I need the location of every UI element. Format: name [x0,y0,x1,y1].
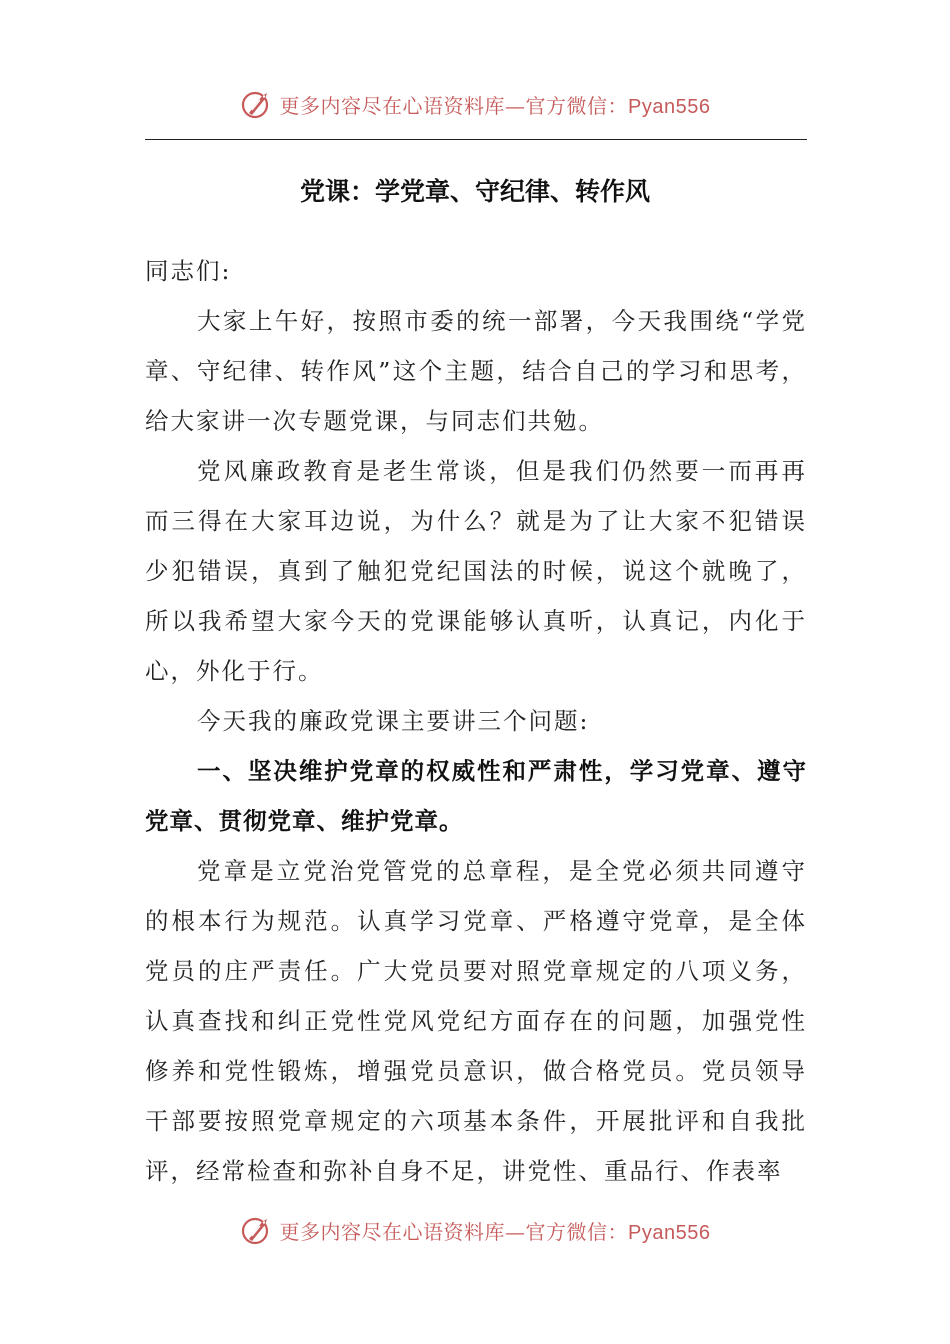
paragraph-party-constitution: 党章是立党治党管党的总章程，是全党必须共同遵守的根本行为规范。认真学习党章、严格遵守党章，是全体党员的庄严责任。广大党员要对照党章规定的八项义务，认真查找和纠正党性党风党纪方面存在的问题，加强党性修养和党性锻炼，增强党员意识，做合格党员。党员领导干部要按照党章规定的六项基本条件，开展批评和自我批评，经常检查和弥补自身不足，讲党性、重品行、作表率 [145,857,807,1185]
pen-nib-logo-icon [240,1213,274,1247]
paragraph-outline: 今天我的廉政党课主要讲三个问题: [197,707,590,735]
header-wechat-id: Pyan556 [628,95,711,118]
header-banner-label: 更多内容尽在心语资料库—官方微信： [279,93,629,118]
salutation: 同志们: [145,257,232,285]
document-title: 党课：学党章、守纪律、转作风 [299,177,650,206]
paragraph-education: 党风廉政教育是老生常谈，但是我们仍然要一而再再而三得在大家耳边说，为什么？就是为了让大家不犯错误少犯错误，真到了触犯党纪国法的时候，说这个就晚了，所以我希望大家今天的党课能够认真听，认真记，内化于心，外化于行。 [145,457,807,685]
pen-nib-logo-icon [240,87,274,121]
header-banner-text [280,90,711,119]
footer-banner-label: 更多内容尽在心语资料库—官方微信： [279,1219,629,1244]
footer-banner-text [280,1216,711,1245]
section-heading-1: 一、坚决维护党章的权威性和严肃性，学习党章、遵守党章、贯彻党章、维护党章。 [145,757,807,835]
footer-wechat-id: Pyan556 [628,1221,711,1244]
document-body [145,246,807,1196]
paragraph-opening: 大家上午好，按照市委的统一部署，今天我围绕“学党章、守纪律、转作风”这个主题，结合自己的学习和思考，给大家讲一次专题党课，与同志们共勉。 [145,307,807,435]
footer-watermark-banner [0,1210,950,1250]
header-watermark-banner [0,84,950,124]
header-divider [145,139,807,140]
